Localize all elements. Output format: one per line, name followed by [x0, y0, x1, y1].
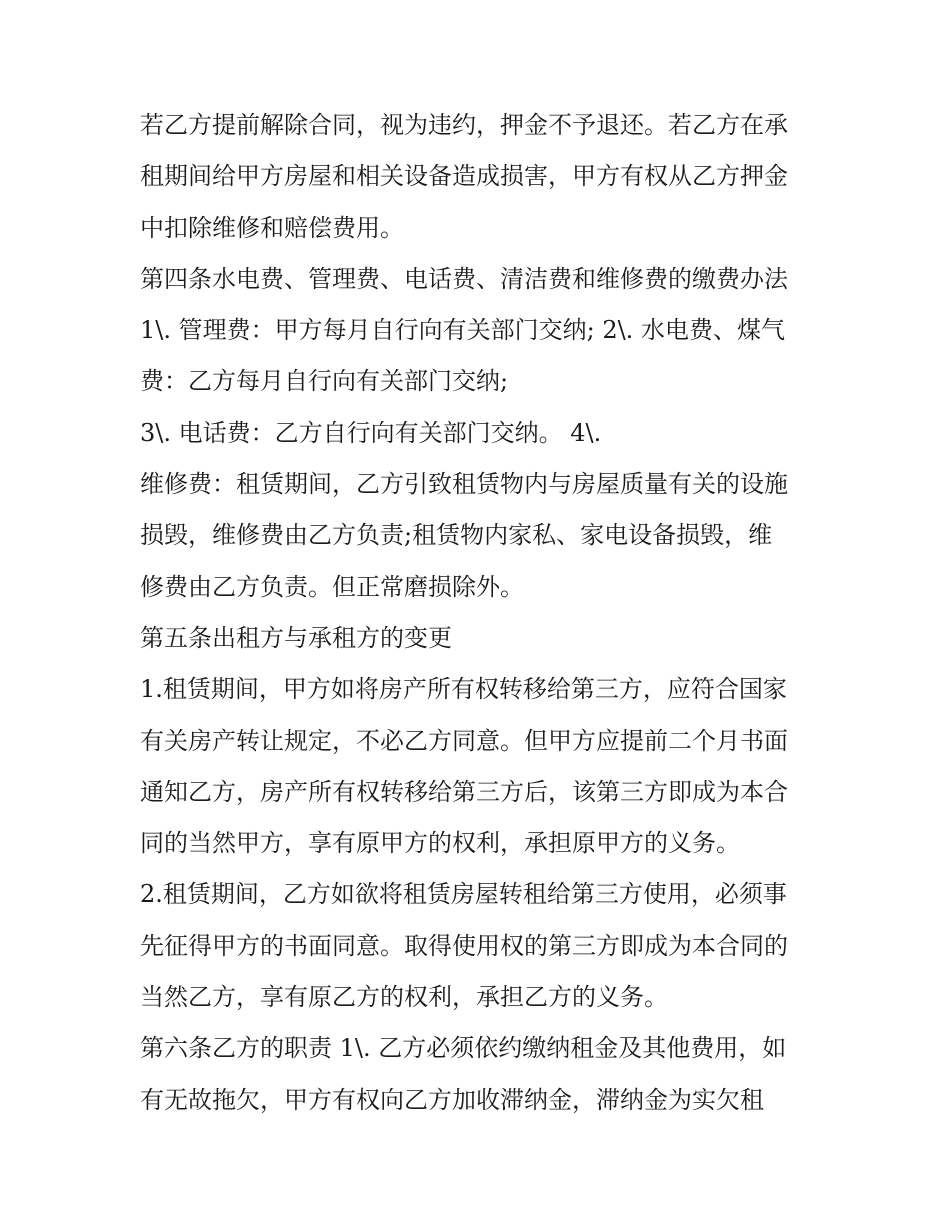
- text-line: 2.租赁期间，乙方如欲将租赁房屋转租给第三方使用，必须事: [140, 880, 787, 909]
- section-heading-article-6: 第六条乙方的职责 1\. 乙方必须依约缴纳租金及其他费用，如: [140, 1034, 787, 1063]
- text-line: 租期间给甲方房屋和相关设备造成损害，甲方有权从乙方押金: [140, 162, 788, 191]
- section-heading-article-5: 第五条出租方与承租方的变更: [140, 623, 452, 652]
- text-line: 3\. 电话费：乙方自行向有关部门交纳。 4\.: [140, 418, 602, 447]
- text-line: 同的当然甲方，享有原甲方的权利，承担原甲方的义务。: [140, 829, 740, 858]
- text-line: 有无故拖欠，甲方有权向乙方加收滞纳金，滞纳金为实欠租: [140, 1085, 764, 1114]
- text-line: 修费由乙方负责。但正常磨损除外。: [140, 572, 524, 601]
- text-line: 费：乙方每月自行向有关部门交纳;: [140, 367, 509, 396]
- text-line: 通知乙方，房产所有权转移给第三方后，该第三方即成为本合: [140, 777, 788, 806]
- text-line: 若乙方提前解除合同，视为违约，押金不予退还。若乙方在承: [140, 111, 788, 139]
- text-line: 维修费：租赁期间，乙方引致租赁物内与房屋质量有关的设施: [140, 470, 788, 499]
- text-line: 有关房产转让规定，不必乙方同意。但甲方应提前二个月书面: [140, 726, 788, 755]
- text-line: 1.租赁期间，甲方如将房产所有权转移给第三方，应符合国家: [140, 675, 787, 704]
- section-heading-article-4: 第四条水电费、管理费、电话费、清洁费和维修费的缴费办法: [140, 264, 788, 293]
- text-line: 中扣除维修和赔偿费用。: [140, 213, 404, 242]
- text-line: 1\. 管理费：甲方每月自行向有关部门交纳; 2\. 水电费、煤气: [140, 316, 785, 345]
- text-line: 先征得甲方的书面同意。取得使用权的第三方即成为本合同的: [140, 931, 788, 960]
- text-line: 当然乙方，享有原乙方的权利，承担乙方的义务。: [140, 983, 668, 1012]
- text-line: 损毁，维修费由乙方负责;租赁物内家私、家电设备损毁，维: [140, 521, 773, 550]
- document-page: [140, 100, 820, 1126]
